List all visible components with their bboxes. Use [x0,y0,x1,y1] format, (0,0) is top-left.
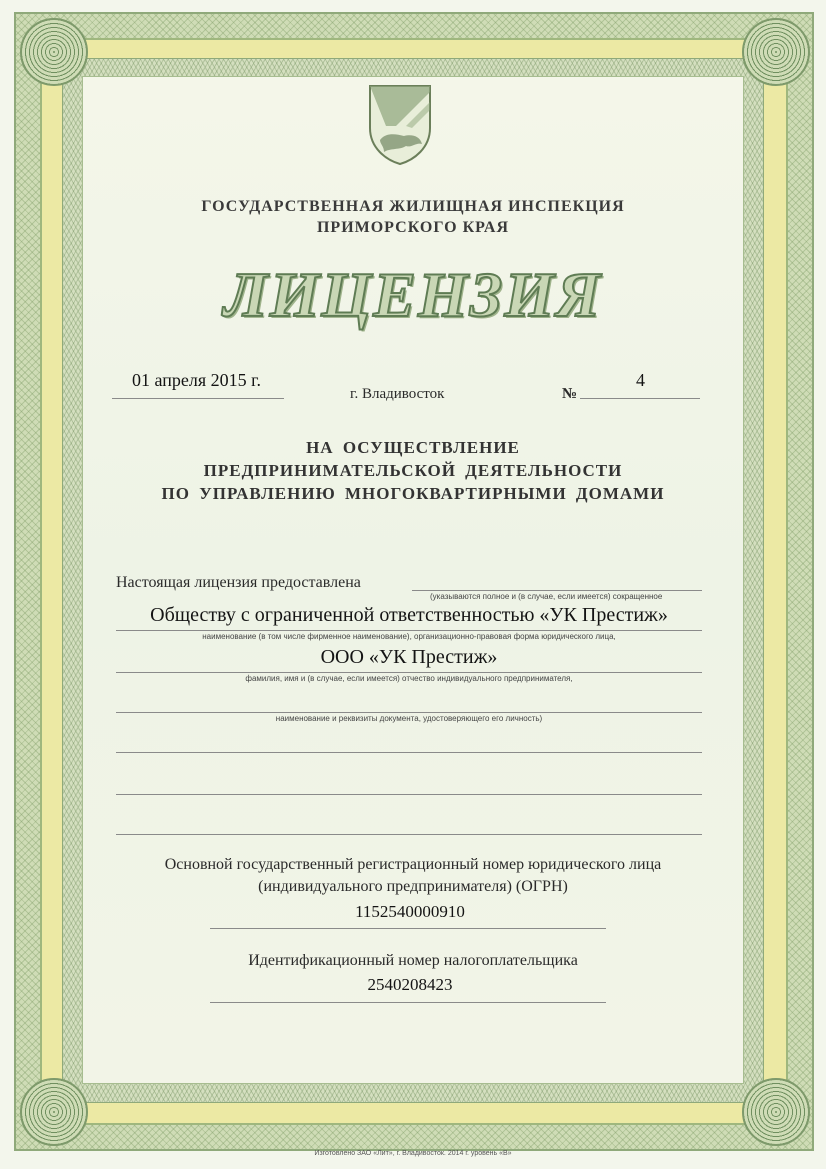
blank-line-2 [116,752,702,753]
ogrn-label-line1: Основной государственный регистрационный номер юридического лица [164,856,662,873]
corner-rosette-icon [20,18,88,86]
blank-line-1 [116,712,702,713]
agency-name-line2: ПРИМОРСКОГО КРАЯ [316,219,510,236]
license-number-label: № [562,386,578,402]
hint-id-document: наименование и реквизиты документа, удостоверяющего его личность) [275,714,543,723]
corner-rosette-icon [742,18,810,86]
number-underline [580,398,700,399]
issue-date: 01 апреля 2015 г. [132,370,261,390]
hint-full-name: (указываются полное и (в случае, если имеется) сокращенное [430,592,663,601]
blank-line-4 [116,834,702,835]
licensee-short-name: ООО «УК Престиж» [320,646,498,668]
ogrn-underline [210,928,606,929]
issue-city: г. Владивосток [350,386,445,402]
coat-of-arms-icon [366,82,434,166]
licensee-full-name: Обществу с ограниченной ответственностью «УК Престиж» [150,604,668,626]
inn-label: Идентификационный номер налогоплательщика [248,952,578,969]
agency-name-line1: ГОСУДАРСТВЕННАЯ ЖИЛИЩНАЯ ИНСПЕКЦИЯ [201,198,625,215]
full-name-underline [116,630,702,631]
granted-underline [412,590,702,591]
activity-line2: ПРЕДПРИНИМАТЕЛЬСКОЙ ДЕЯТЕЛЬНОСТИ [203,461,623,480]
activity-line3: ПО УПРАВЛЕНИЮ МНОГОКВАРТИРНЫМИ ДОМАМИ [161,484,665,503]
printer-imprint: Изготовлено ЗАО «Лит», г. Владивосток. 2014 г. уровень «В» [314,1150,512,1157]
inn-value: 2540208423 [367,975,453,994]
corner-rosette-icon [20,1078,88,1146]
granted-label: Настоящая лицензия предоставлена [116,574,361,591]
ogrn-label-line2: (индивидуального предпринимателя) (ОГРН) [258,878,568,895]
short-name-underline [116,672,702,673]
inn-underline [210,1002,606,1003]
activity-line1: НА ОСУЩЕСТВЛЕНИЕ [306,438,520,457]
license-number: 4 [636,370,645,390]
corner-rosette-icon [742,1078,810,1146]
ogrn-value: 1152540000910 [355,902,465,921]
hint-org-form: наименование (в том числе фирменное наименование), организационно-правовая форма юридического лица, [202,632,616,641]
date-underline [112,398,284,399]
document-title: ЛИЦЕНЗИЯ [223,259,603,330]
blank-line-3 [116,794,702,795]
hint-entrepreneur-name: фамилия, имя и (в случае, если имеется) отчество индивидуального предпринимателя, [245,674,573,683]
